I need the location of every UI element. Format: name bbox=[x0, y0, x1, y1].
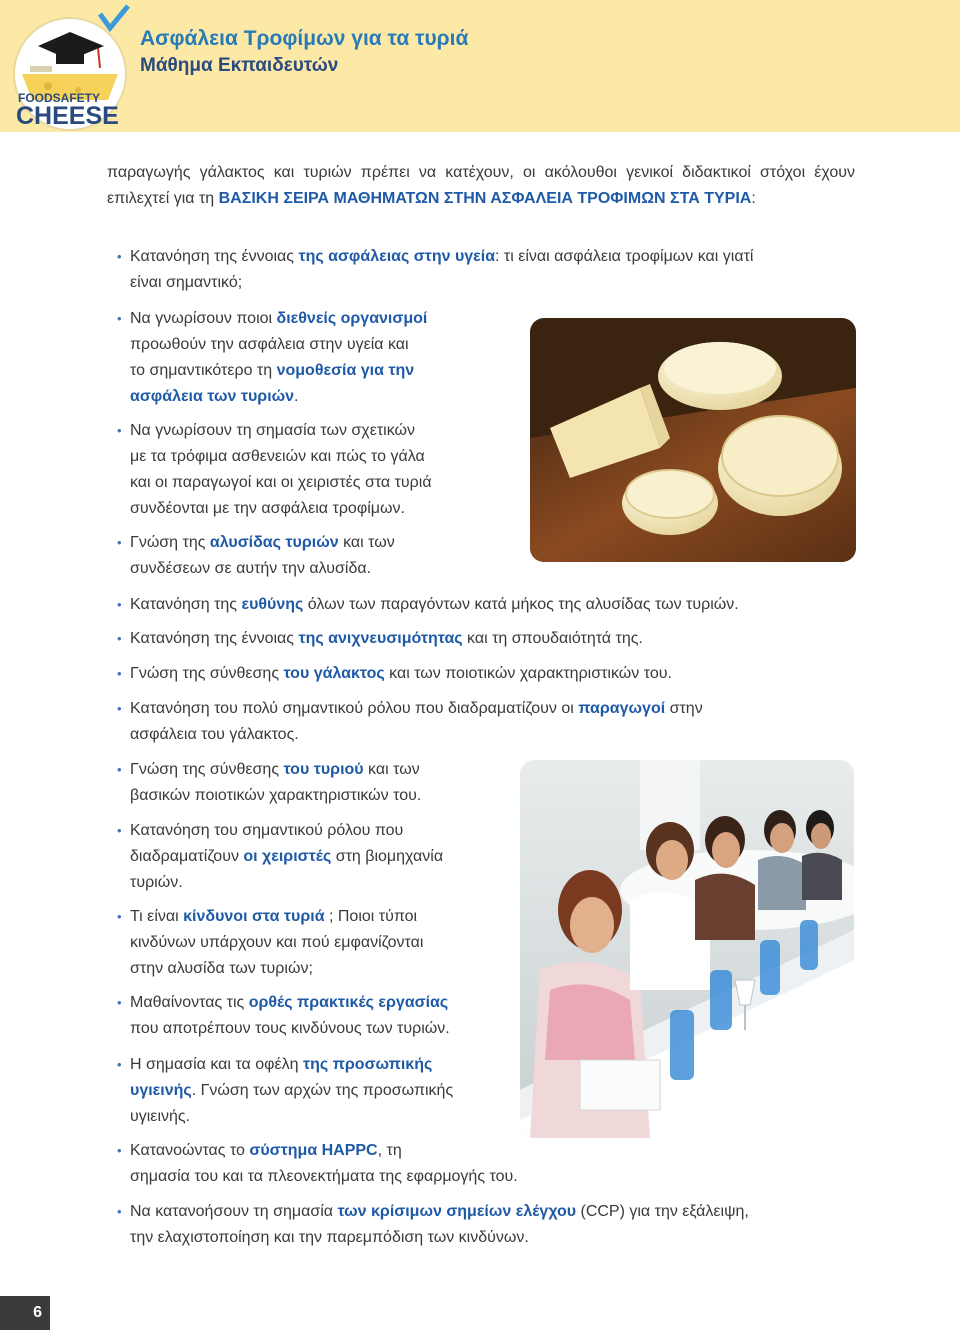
objective-line bbox=[130, 332, 427, 358]
page-title: Ασφάλεια Τροφίμων για τα τυριά bbox=[140, 27, 469, 50]
objective-line bbox=[130, 496, 432, 522]
objective-text: όλων των παραγόντων κατά μήκος της αλυσίδας των τυριών. bbox=[303, 596, 739, 613]
objective-highlight: σύστημα HAPPC bbox=[249, 1142, 378, 1159]
intro-text: παραγωγής γάλακτος και τυριών πρέπει να κατέχουν, οι ακόλουθοι γενικοί διδακτικοί στόχοι έχουν επιλεχτεί για τη bbox=[107, 164, 855, 207]
objective-highlight: νομοθεσία για την bbox=[276, 362, 415, 379]
objective-item bbox=[130, 1199, 749, 1251]
objective-text: . Γνώση των αρχών της προσωπικής bbox=[191, 1082, 454, 1099]
objective-text: και των bbox=[363, 761, 420, 778]
objective-text: Κατανόηση του πολύ σημαντικού ρόλου που διαδραματίζουν οι bbox=[130, 700, 579, 717]
cheese-photo bbox=[530, 318, 856, 562]
objective-highlight: του τυριού bbox=[283, 761, 364, 778]
objective-line bbox=[130, 930, 423, 956]
objective-line bbox=[130, 870, 443, 896]
objective-line bbox=[130, 1052, 453, 1078]
objective-text: συνδέονται με την ασφάλεια τροφίμων. bbox=[130, 500, 405, 517]
objective-text: ; Ποιοι τύποι bbox=[324, 908, 418, 925]
objective-text: Κατανόηση της bbox=[130, 596, 242, 613]
objective-line bbox=[130, 592, 739, 618]
objective-text: και οι παραγωγοί και οι χειριστές στα τυριά bbox=[130, 474, 432, 491]
objective-item bbox=[130, 418, 432, 522]
objective-text: Γνώση της σύνθεσης bbox=[130, 761, 284, 778]
objective-line bbox=[130, 1225, 749, 1251]
objective-highlight: υγιεινής bbox=[130, 1082, 192, 1099]
objective-highlight: αλυσίδας τυριών bbox=[209, 534, 339, 551]
objective-text: στη βιομηχανία bbox=[331, 848, 444, 865]
objective-text: και των ποιοτικών χαρακτηριστικών του. bbox=[384, 665, 672, 682]
objective-line bbox=[130, 444, 432, 470]
objective-highlight: των κρίσιμων σημείων ελέγχου bbox=[337, 1203, 577, 1220]
objective-text: Τι είναι bbox=[130, 908, 184, 925]
objective-line bbox=[130, 783, 421, 809]
objective-line bbox=[130, 306, 427, 332]
objective-line bbox=[130, 1078, 453, 1104]
intro-highlight: ΒΑΣΙΚΗ ΣΕΙΡΑ ΜΑΘΗΜΑΤΩΝ ΣΤΗΝ ΑΣΦΑΛΕΙΑ ΤΡΟΦΙΜΩΝ ΣΤΑ ΤΥΡΙΑ bbox=[218, 190, 752, 207]
objective-item bbox=[130, 530, 395, 582]
objective-text: , τη bbox=[377, 1142, 402, 1159]
objective-text: Κατανόηση του σημαντικού ρόλου που bbox=[130, 822, 404, 839]
training-meeting-photo bbox=[520, 760, 854, 1138]
objective-line bbox=[130, 696, 703, 722]
objective-text: : τι είναι ασφάλεια τροφίμων και γιατί bbox=[495, 248, 754, 265]
objective-item bbox=[130, 626, 643, 652]
objective-line bbox=[130, 1104, 453, 1130]
page-number: 6 bbox=[0, 1296, 50, 1330]
objective-text: ασφάλεια του γάλακτος. bbox=[130, 726, 299, 743]
objective-line bbox=[130, 956, 423, 982]
objective-text: που αποτρέπουν τους κινδύνους των τυριών. bbox=[130, 1020, 450, 1037]
objective-line bbox=[130, 244, 753, 270]
objective-line bbox=[130, 418, 432, 444]
objective-highlight: της ασφάλειας στην υγεία bbox=[298, 248, 496, 265]
objective-line bbox=[130, 358, 427, 384]
objective-text: προωθούν την ασφάλεια στην υγεία και bbox=[130, 336, 409, 353]
objective-text: Κατανόηση της έννοιας bbox=[130, 630, 299, 647]
objective-text: το σημαντικότερο τη bbox=[130, 362, 277, 379]
objective-highlight: κίνδυνοι στα τυριά bbox=[183, 908, 325, 925]
objective-highlight: της ανιχνευσιμότητας bbox=[298, 630, 463, 647]
objective-text: συνδέσεων σε αυτήν την αλυσίδα. bbox=[130, 560, 372, 577]
objective-line bbox=[130, 818, 443, 844]
objective-line bbox=[130, 1138, 518, 1164]
objective-item bbox=[130, 696, 703, 748]
objective-item bbox=[130, 1138, 518, 1190]
objective-line bbox=[130, 722, 703, 748]
objective-highlight: διεθνείς οργανισμοί bbox=[276, 310, 428, 327]
objective-text: και τη σπουδαιότητά της. bbox=[462, 630, 643, 647]
objective-item bbox=[130, 592, 739, 618]
objective-text: Να κατανοήσουν τη σημασία bbox=[130, 1203, 338, 1220]
objective-text: είναι σημαντικό; bbox=[130, 274, 243, 291]
objective-text: Η σημασία και τα οφέλη bbox=[130, 1056, 303, 1073]
objective-line bbox=[130, 844, 443, 870]
logo-text-top: FOODSAFETY bbox=[18, 91, 101, 105]
objective-item bbox=[130, 818, 443, 896]
objective-text: τυριών. bbox=[130, 874, 183, 891]
objective-item bbox=[130, 244, 753, 296]
objective-text: Γνώση της σύνθεσης bbox=[130, 665, 284, 682]
objective-text: και των bbox=[338, 534, 395, 551]
objective-text: Να γνωρίσουν ποιοι bbox=[130, 310, 277, 327]
foodsafety-cheese-logo bbox=[8, 4, 132, 132]
intro-after: : bbox=[751, 190, 756, 207]
objective-line bbox=[130, 661, 672, 687]
objective-text: Μαθαίνοντας τις bbox=[130, 994, 249, 1011]
objective-item bbox=[130, 904, 423, 982]
objective-text: υγιεινής. bbox=[130, 1108, 191, 1125]
objective-text: στην bbox=[665, 700, 703, 717]
objective-text: βασικών ποιοτικών χαρακτηριστικών του. bbox=[130, 787, 422, 804]
logo-text-bottom: CHEESE bbox=[16, 102, 119, 130]
objective-line bbox=[130, 904, 423, 930]
objective-text: με τα τρόφιμα ασθενειών και πώς το γάλα bbox=[130, 448, 425, 465]
objective-text: Κατανοώντας το bbox=[130, 1142, 250, 1159]
objective-item bbox=[130, 990, 450, 1042]
objective-highlight: ασφάλεια των τυριών bbox=[130, 388, 295, 405]
objective-item bbox=[130, 757, 421, 809]
objective-line bbox=[130, 1199, 749, 1225]
objective-text: διαδραματίζουν bbox=[130, 848, 244, 865]
objective-line bbox=[130, 470, 432, 496]
objective-text: (CCP) για την εξάλειψη, bbox=[576, 1203, 749, 1220]
objective-line bbox=[130, 556, 395, 582]
objective-line bbox=[130, 1164, 518, 1190]
objective-text: στην αλυσίδα των τυριών; bbox=[130, 960, 313, 977]
objective-highlight: οι χειριστές bbox=[243, 848, 332, 865]
objective-text: σημασία του και τα πλεονεκτήματα της εφαρμογής του. bbox=[130, 1168, 518, 1185]
objective-item bbox=[130, 306, 427, 410]
intro-paragraph bbox=[107, 160, 855, 212]
objective-line bbox=[130, 270, 753, 296]
objective-text: την ελαχιστοποίηση και την παρεμπόδιση των κινδύνων. bbox=[130, 1229, 529, 1246]
objective-text: Κατανόηση της έννοιας bbox=[130, 248, 299, 265]
objective-line bbox=[130, 530, 395, 556]
objective-highlight: της προσωπικής bbox=[302, 1056, 433, 1073]
page-header bbox=[0, 0, 960, 132]
objective-text: Να γνωρίσουν τη σημασία των σχετικών bbox=[130, 422, 416, 439]
objective-item bbox=[130, 1052, 453, 1130]
objective-highlight: παραγωγοί bbox=[578, 700, 666, 717]
objective-line bbox=[130, 626, 643, 652]
objective-highlight: ευθύνης bbox=[241, 596, 304, 613]
objective-text: . bbox=[294, 388, 299, 405]
objective-line bbox=[130, 757, 421, 783]
objective-item bbox=[130, 661, 672, 687]
objective-highlight: ορθές πρακτικές εργασίας bbox=[248, 994, 449, 1011]
objective-highlight: του γάλακτος bbox=[283, 665, 385, 682]
objective-line bbox=[130, 1016, 450, 1042]
objective-text: κινδύνων υπάρχουν και πού εμφανίζονται bbox=[130, 934, 424, 951]
objective-line bbox=[130, 990, 450, 1016]
objective-text: Γνώση της bbox=[130, 534, 210, 551]
page-subtitle: Μάθημα Εκπαιδευτών bbox=[140, 55, 339, 76]
objective-line bbox=[130, 384, 427, 410]
